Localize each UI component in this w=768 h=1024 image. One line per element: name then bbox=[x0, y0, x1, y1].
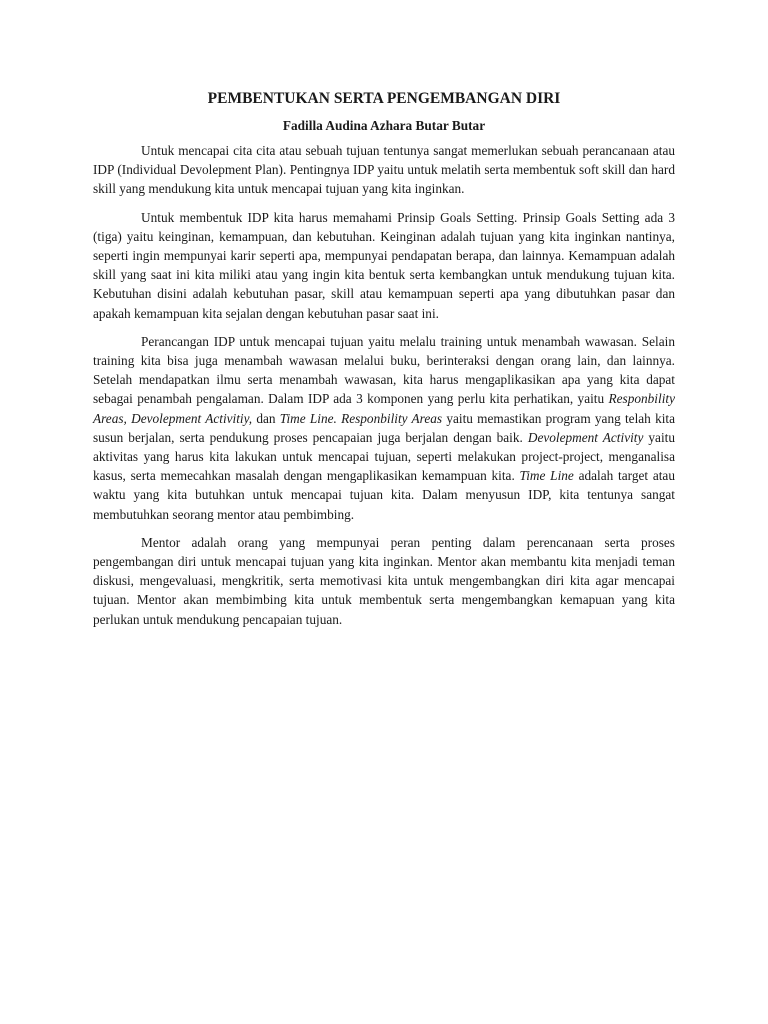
document-body bbox=[93, 141, 675, 629]
document-page bbox=[93, 82, 675, 638]
body-paragraph bbox=[93, 533, 675, 629]
text-segment: adalah target atau waktu yang kita butuhkan untuk mencapai tujuan kita. Dalam menyusun IDP, kita tentunya sangat membutuhkan seorang mentor atau pembimbing. bbox=[93, 468, 675, 522]
author-name: Fadilla Audina Azhara Butar Butar bbox=[282, 118, 486, 133]
text-segment: Untuk membentuk IDP kita harus memahami Prinsip Goals Setting. Prinsip Goals Setting ada 3 (tiga) yaitu keinginan, kemampuan, dan kebutuhan. Keinginan adalah tujuan yang kita inginkan nantinya, seperti ingin mempunyai karir seperti apa, mempunyai pendapatan berapa, dan lainnya. Kemampuan adalah skill yang saat ini kita miliki atau yang ingin kita bentuk serta kembangkan untuk mendukung tujuan kita. Kebutuhan disini adalah kebutuhan pasar, skill atau kemampuan seperti apa yang dibutuhkan pasar dan apakah kemampuan kita sejalan dengan kebutuhan pasar saat ini. bbox=[93, 209, 675, 321]
italic-text-segment: Time Line bbox=[519, 468, 574, 484]
text-segment: dan bbox=[252, 410, 280, 426]
body-paragraph bbox=[93, 141, 675, 199]
text-segment: Untuk mencapai cita cita atau sebuah tujuan tentunya sangat memerlukan sebuah perancanaan atau IDP (Individual Devolepment Plan). Pentingnya IDP yaitu untuk melatih serta membentuk soft skill dan hard skill yang mendukung kita untuk mencapai tujuan yang kita inginkan. bbox=[93, 143, 675, 197]
italic-text-segment: Responbility Areas, Devolepment Activitiy, bbox=[93, 391, 675, 426]
body-paragraph bbox=[93, 332, 675, 524]
text-segment: Perancangan IDP untuk mencapai tujuan yaitu melalu training untuk menambah wawasan. Selain training kita bisa juga menambah wawasan melalui buku, berinteraksi dengan orang lain, dan lainnya. Setelah mendapatkan ilmu serta menambah wawasan, kita harus mengaplikasikan apa yang kita dapat sebagai penambah pengalaman. Dalam IDP ada 3 komponen yang perlu kita perhatikan, yaitu bbox=[93, 333, 675, 407]
body-paragraph bbox=[93, 208, 675, 323]
text-segment: Mentor adalah orang yang mempunyai peran penting dalam perencanaan serta proses pengembangan diri untuk mencapai tujuan yang kita inginkan. Mentor akan membantu kita menjadi teman diskusi, mengevaluasi, mengkritik, serta memotivasi kita untuk mengembangkan diri kita agar mencapai tujuan. Mentor akan membimbing kita untuk membentuk serta mengembangkan kemapuan yang kita perlukan untuk mendukung pencapaian tujuan. bbox=[93, 534, 675, 627]
italic-text-segment: Time Line. Responbility Areas bbox=[279, 410, 443, 426]
text-segment: yaitu aktivitas yang harus kita lakukan untuk mencapai tujuan, seperti melakukan project-project, menganalisa kasus, serta memecahkan masalah dengan mengaplikasikan kemampuan kita. bbox=[93, 429, 675, 484]
italic-text-segment: Devolepment Activity bbox=[527, 429, 644, 445]
text-segment: yaitu memastikan program yang telah kita susun berjalan, serta pendukung proses pencapaian juga berjalan dengan baik. bbox=[93, 410, 676, 445]
document-title: PEMBENTUKAN SERTA PENGEMBANGAN DIRI bbox=[207, 90, 561, 107]
